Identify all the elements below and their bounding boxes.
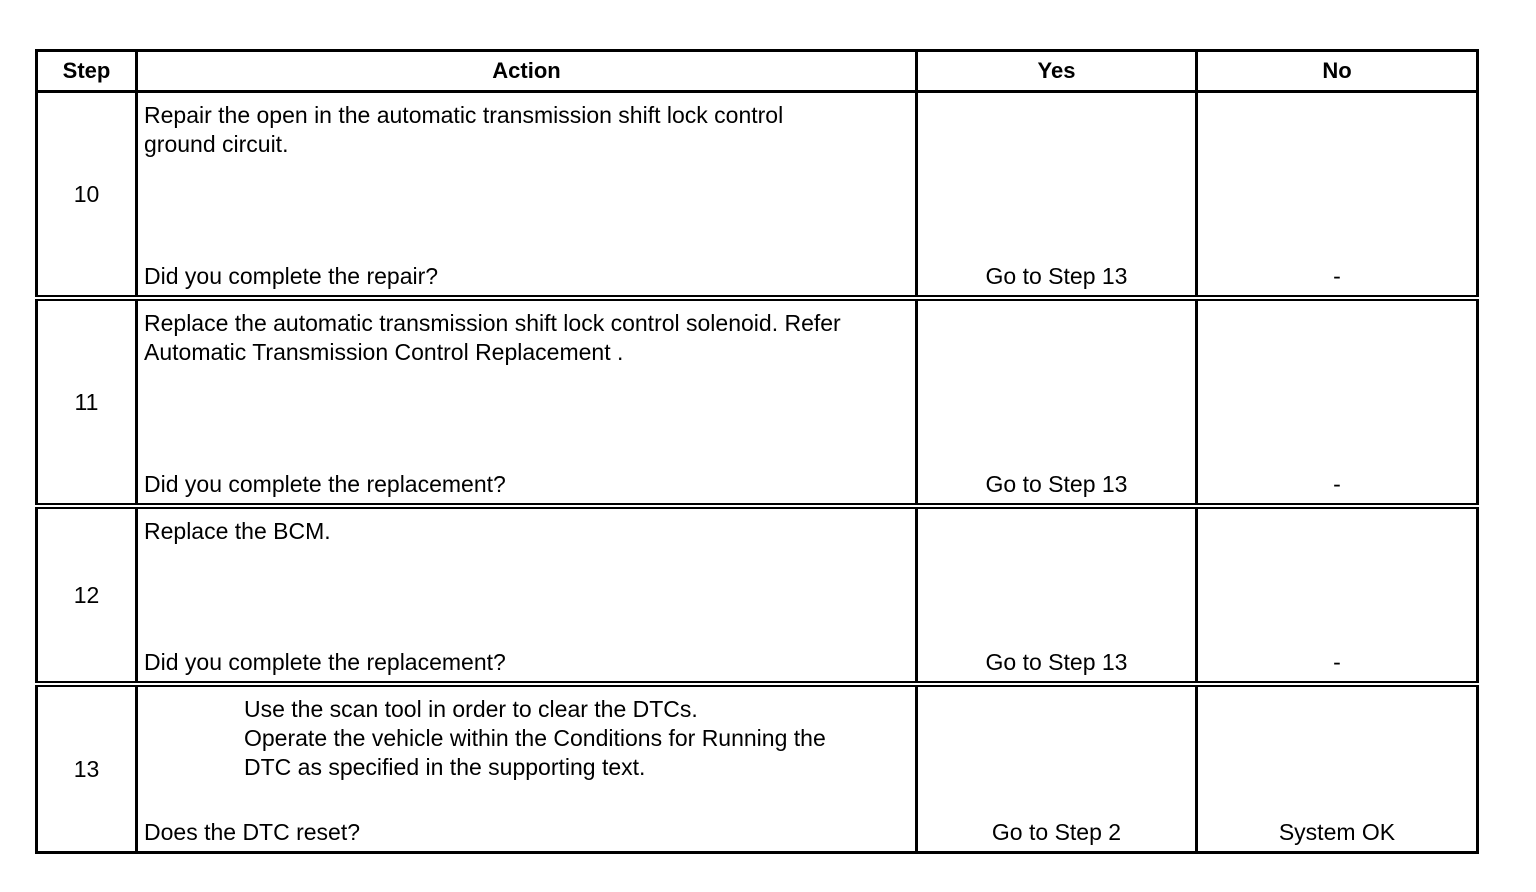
action-cell — [137, 506, 917, 684]
action-text — [138, 93, 915, 159]
step-number: 11 — [37, 298, 137, 506]
action-line: Replace the BCM. — [144, 518, 331, 544]
action-line: Repair the open in the automatic transmission shift lock control — [144, 102, 784, 128]
no-result: - — [1197, 298, 1478, 506]
no-result: - — [1197, 92, 1478, 299]
action-line: DTC as specified in the supporting text. — [244, 754, 646, 780]
header-step: Step — [37, 51, 137, 92]
table-row — [37, 684, 1478, 853]
header-row — [37, 51, 1478, 92]
yes-result: Go to Step 13 — [917, 92, 1197, 299]
action-question: Does the DTC reset? — [144, 819, 361, 845]
action-text — [138, 301, 915, 367]
step-number: 10 — [37, 92, 137, 299]
action-cell — [137, 298, 917, 506]
yes-result: Go to Step 13 — [917, 506, 1197, 684]
header-no: No — [1197, 51, 1478, 92]
table-row — [37, 92, 1478, 299]
action-text — [138, 687, 915, 782]
action-line: Automatic Transmission Control Replacement . — [144, 339, 624, 365]
step-number: 12 — [37, 506, 137, 684]
action-line: Replace the automatic transmission shift lock control solenoid. Refer — [144, 310, 841, 336]
diagnostic-table — [35, 49, 1479, 854]
action-question: Did you complete the replacement? — [144, 649, 506, 675]
table-row — [37, 506, 1478, 684]
yes-result: Go to Step 2 — [917, 684, 1197, 853]
header-action: Action — [137, 51, 917, 92]
action-line: ground circuit. — [144, 131, 289, 157]
no-result: System OK — [1197, 684, 1478, 853]
action-line: Operate the vehicle within the Conditions for Running the — [244, 725, 826, 751]
no-result: - — [1197, 506, 1478, 684]
action-question: Did you complete the repair? — [144, 263, 439, 289]
action-line: Use the scan tool in order to clear the DTCs. — [244, 696, 698, 722]
header-yes: Yes — [917, 51, 1197, 92]
step-number: 13 — [37, 684, 137, 853]
action-text — [138, 509, 915, 546]
action-cell — [137, 684, 917, 853]
action-question: Did you complete the replacement? — [144, 471, 506, 497]
table-row — [37, 298, 1478, 506]
yes-result: Go to Step 13 — [917, 298, 1197, 506]
action-cell — [137, 92, 917, 299]
